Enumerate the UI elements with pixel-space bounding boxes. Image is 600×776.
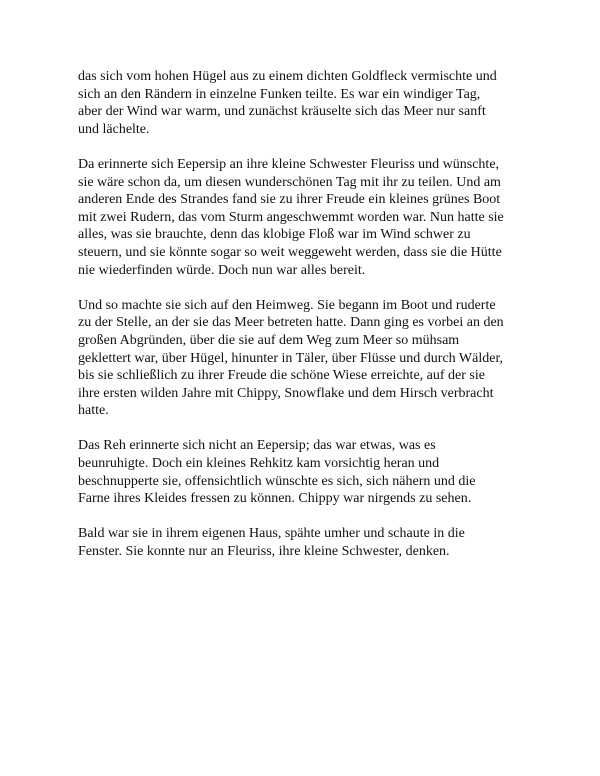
text-line: steuern, und sie könnte sogar so weit weggeweht werden, dass sie die Hütte (78, 244, 502, 260)
text-line: sie wäre schon da, um diesen wunderschönen Tag mit ihr zu teilen. Und am (78, 174, 501, 190)
text-line: und lächelte. (78, 121, 150, 137)
text-line: bis sie schließlich zu ihrer Freude die schöne Wiese erreichte, auf der sie (78, 368, 485, 384)
text-line: beunruhigte. Doch ein kleines Rehkitz kam vorsichtig heran und (78, 456, 440, 472)
text-line: sich an den Rändern in einzelne Funken teilte. Es war ein windiger Tag, (78, 86, 481, 102)
text-line: Bald war sie in ihrem eigenen Haus, spähte umher und schaute in die (78, 526, 465, 542)
paragraph-2 (78, 156, 538, 279)
text-line: Das Reh erinnerte sich nicht an Eepersip; das war etwas, was es (78, 438, 436, 454)
text-line: mit zwei Rudern, das vom Sturm angeschwemmt worden war. Nun hatte sie (78, 209, 504, 225)
text-line: aber der Wind war warm, und zunächst kräuselte sich das Meer nur sanft (78, 104, 486, 120)
body-text (78, 68, 538, 578)
text-line: großen Abgründen, über die sie auf dem Weg zum Meer so mühsam (78, 332, 460, 348)
text-line: beschnupperte sie, offensichtlich wünschte es sich, sich nähern und die (78, 473, 476, 489)
text-line: zu der Stelle, an der sie das Meer betreten hatte. Dann ging es vorbei an den (78, 315, 504, 331)
text-line: nie wiederfinden würde. Doch nun war alles bereit. (78, 262, 366, 278)
paragraph-5 (78, 525, 538, 560)
text-line: Da erinnerte sich Eepersip an ihre kleine Schwester Fleuriss und wünschte, (78, 156, 500, 172)
text-line: hatte. (78, 403, 109, 419)
paragraph-4 (78, 437, 538, 507)
text-line: alles, was sie brauchte, denn das klobige Floß war im Wind schwer zu (78, 227, 471, 243)
text-line: anderen Ende des Strandes fand sie zu ihrer Freude ein kleines grünes Boot (78, 192, 501, 208)
paragraph-3 (78, 297, 538, 420)
text-line: geklettert war, über Hügel, hinunter in Täler, über Flüsse und durch Wälder, (78, 350, 504, 366)
text-line: Und so machte sie sich auf den Heimweg. Sie begann im Boot und ruderte (78, 297, 496, 313)
text-line: Fenster. Sie konnte nur an Fleuriss, ihre kleine Schwester, denken. (78, 544, 450, 560)
text-line: Farne ihres Kleides fressen zu können. Chippy war nirgends zu sehen. (78, 491, 472, 507)
text-line: ihre ersten wilden Jahre mit Chippy, Snowflake und dem Hirsch verbracht (78, 385, 494, 401)
paragraph-1 (78, 68, 538, 138)
text-line: das sich vom hohen Hügel aus zu einem dichten Goldfleck vermischte und (78, 69, 497, 84)
